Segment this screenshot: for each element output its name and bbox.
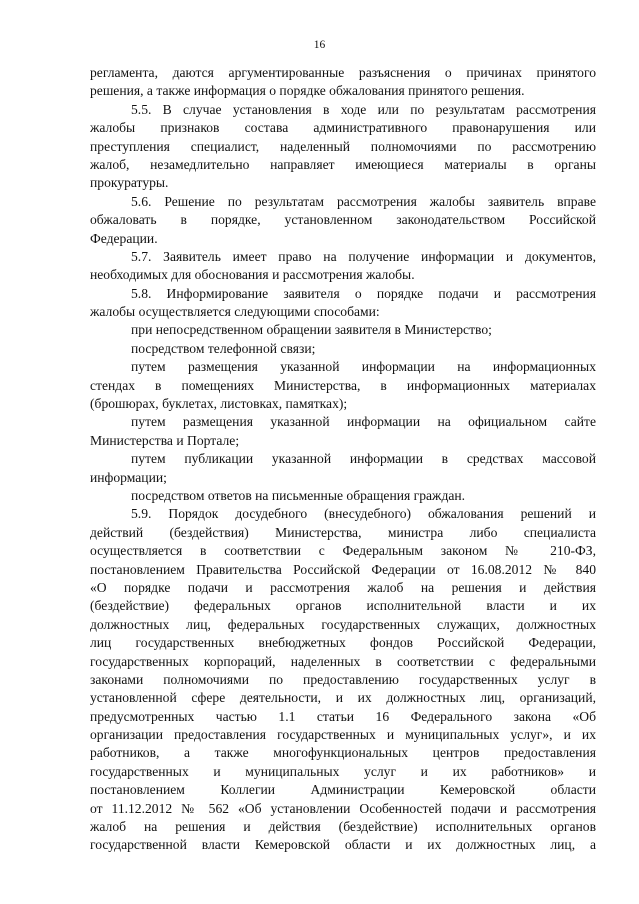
text-line: 5.7. Заявитель имеет право на получение информации и документов, <box>131 248 596 264</box>
text-line: законами полномочиями по предоставлению государственных услуг в <box>90 671 596 687</box>
text-line: посредством ответов на письменные обращения граждан. <box>131 487 466 503</box>
text-line: 5.5. В случае установления в ходе или по результатам рассмотрения <box>131 101 596 117</box>
document-body <box>90 64 596 855</box>
text-line: посредством телефонной связи; <box>131 340 316 356</box>
text-line: путем размещения указанной информации на официальном сайте <box>131 414 596 430</box>
text-line: регламента, даются аргументированные разъяснения о причинах принятого <box>90 65 596 80</box>
text-line: преступления специалист, наделенный полномочиями по рассмотрению <box>90 138 596 154</box>
text-line: предусмотренных частью 1.1 статьи 16 Федерального закона «Об <box>90 708 596 724</box>
text-line: обжаловать в порядке, установленном законодательством Российской <box>90 212 596 228</box>
text-line: от 11.12.2012 № 562 «Об установлении Особенностей подачи и рассмотрения <box>90 800 596 816</box>
text-line: решения, а также информация о порядке обжалования принятого решения. <box>90 83 525 99</box>
text-line: необходимых для обоснования и рассмотрения жалобы. <box>90 267 415 283</box>
page-number: 16 <box>313 39 326 51</box>
text-line: жалоб, незамедлительно направляет имеющиеся материалы в органы <box>90 156 596 172</box>
text-line: государственных корпораций, наделенных в соответствии с федеральными <box>90 653 596 669</box>
text-line: постановлением Правительства Российской Федерации от 16.08.2012 № 840 <box>90 561 596 577</box>
text-line: жалобы осуществляется следующими способами: <box>90 304 380 320</box>
text-line: 5.9. Порядок досудебного (внесудебного) обжалования решений и <box>131 506 596 522</box>
text-line: стендах в помещениях Министерства, в информационных материалах <box>90 377 596 393</box>
text-line: прокуратуры. <box>90 175 169 191</box>
text-line: путем публикации указанной информации в средствах массовой <box>131 451 596 467</box>
text-line: информации; <box>90 469 167 485</box>
text-line: организации предоставления государственных и муниципальных услуг», и их <box>90 727 596 743</box>
text-line: (бездействие) федеральных органов исполнительной власти и их <box>90 598 596 614</box>
text-line: 5.8. Информирование заявителя о порядке подачи и рассмотрения <box>131 285 596 301</box>
text-line: лиц государственных внебюджетных фондов Российской Федерации, <box>90 635 596 651</box>
text-line: работников, а также многофункциональных центров предоставления <box>90 745 596 761</box>
text-line: осуществляется в соответствии с Федеральным законом № 210-ФЗ, <box>90 543 596 559</box>
text-line: 5.6. Решение по результатам рассмотрения жалобы заявитель вправе <box>131 193 596 209</box>
text-line: установленной сфере деятельности, и их должностных лиц, организаций, <box>90 690 596 706</box>
text-line: государственной власти Кемеровской области и их должностных лиц, а <box>90 837 596 853</box>
text-line: (брошюрах, буклетах, листовках, памятках); <box>90 396 348 412</box>
text-line: государственных и муниципальных услуг и их работников» и <box>90 763 596 779</box>
text-line: жалоб на решения и действия (бездействие) исполнительных органов <box>90 819 596 835</box>
text-line: должностных лиц, федеральных государственных служащих, должностных <box>90 616 596 632</box>
text-line: жалобы признаков состава административного правонарушения или <box>90 120 596 136</box>
text-line: путем размещения указанной информации на информационных <box>131 359 596 375</box>
text-line: действий (бездействия) Министерства, министра либо специалиста <box>90 524 596 540</box>
text-line: «О порядке подачи и рассмотрения жалоб на решения и действия <box>90 579 596 595</box>
text-line: Федерации. <box>90 230 158 246</box>
text-line: постановлением Коллегии Администрации Кемеровской области <box>90 782 596 798</box>
text-line: при непосредственном обращении заявителя в Министерство; <box>131 322 492 338</box>
text-line: Министерства и Портале; <box>90 432 240 448</box>
